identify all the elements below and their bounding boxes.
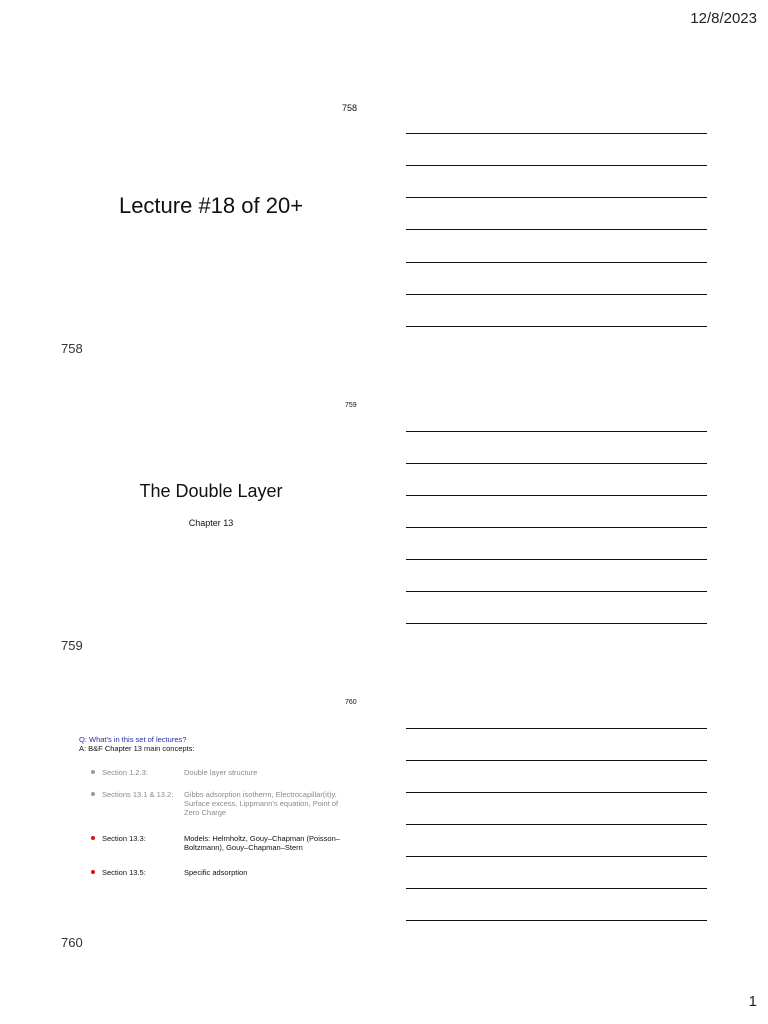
note-line <box>406 294 707 295</box>
bullet-section: Section 13.5: <box>102 868 146 877</box>
note-line <box>406 326 707 327</box>
note-line <box>406 623 707 624</box>
slide-1-label: 758 <box>61 341 83 356</box>
note-line <box>406 133 707 134</box>
bullet-description: Specific adsorption <box>184 868 248 877</box>
bullet-section: Section 13.3: <box>102 834 146 843</box>
slide-1-number-top: 758 <box>342 103 358 113</box>
bullet-section: Section 1.2.3: <box>102 768 148 777</box>
slide-3-answer: A: B&F Chapter 13 main concepts: <box>79 744 195 753</box>
bullet-dot <box>91 770 95 774</box>
note-line <box>406 197 707 198</box>
note-line <box>406 229 707 230</box>
note-line <box>406 920 707 921</box>
note-line <box>406 888 707 889</box>
slide-3-label: 760 <box>61 935 83 950</box>
bullet-dot <box>91 792 95 796</box>
slide-2-title: The Double Layer <box>139 481 283 501</box>
note-line <box>406 760 707 761</box>
bullet-description: Double layer structure <box>184 768 258 777</box>
print-date: 12/8/2023 <box>690 10 757 27</box>
note-line <box>406 495 707 496</box>
note-line <box>406 559 707 560</box>
note-line <box>406 792 707 793</box>
bullet-dot <box>91 870 95 874</box>
slide-3-question: Q: What’s in this set of lectures? <box>79 735 187 744</box>
slide-2-label: 759 <box>61 638 83 653</box>
note-line <box>406 165 707 166</box>
note-line <box>406 463 707 464</box>
note-line <box>406 431 707 432</box>
bullet-description: Gibbs adsorption isotherm, Electrocapillar(it)y, Surface excess, Lippmann’s equation, Point of Zero Charge <box>184 790 339 817</box>
slide-2-subtitle: Chapter 13 <box>188 518 234 528</box>
slide-3-number-top: 760 <box>345 699 357 706</box>
note-line <box>406 728 707 729</box>
bullet-description: Models: Helmholtz, Gouy–Chapman (Poisson–Boltzmann), Gouy–Chapman–Stern <box>184 834 340 852</box>
note-line <box>406 856 707 857</box>
note-line <box>406 591 707 592</box>
note-line <box>406 527 707 528</box>
slide-3-qa <box>79 735 379 753</box>
slide-2-number-top: 759 <box>345 402 357 409</box>
slide-1-title: Lecture #18 of 20+ <box>118 193 304 218</box>
bullet-section: Sections 13.1 & 13.2: <box>102 790 174 799</box>
page-number: 1 <box>748 993 757 1010</box>
bullet-dot <box>91 836 95 840</box>
note-line <box>406 262 707 263</box>
note-line <box>406 824 707 825</box>
